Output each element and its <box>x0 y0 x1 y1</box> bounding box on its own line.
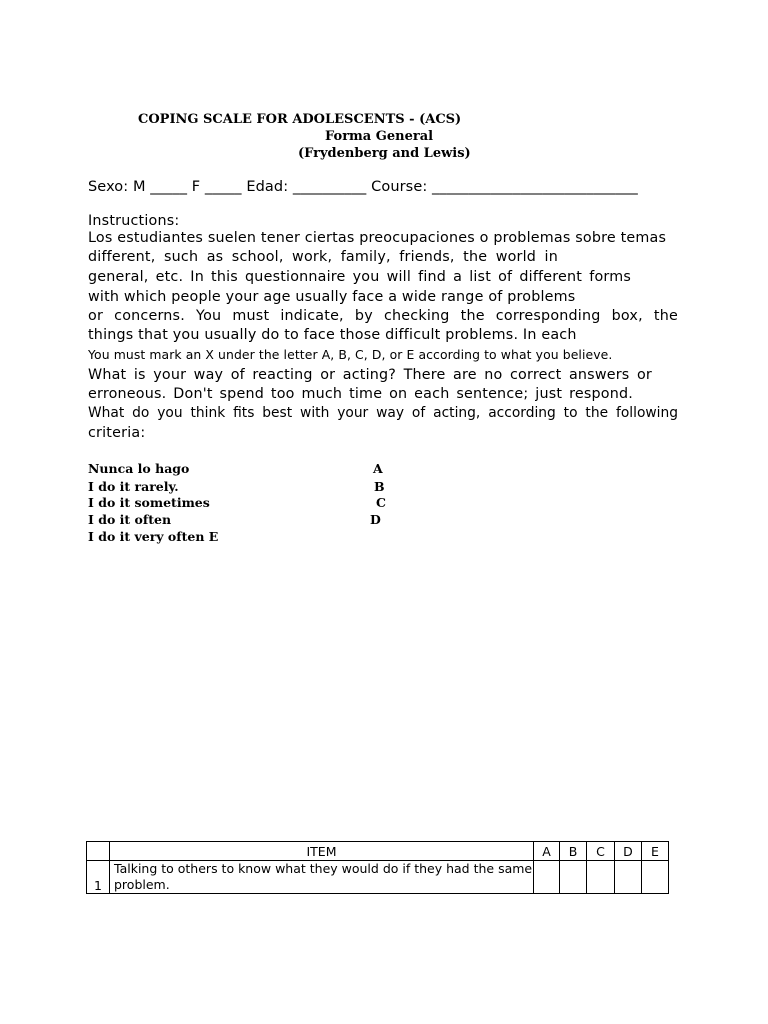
column-header-b: B <box>560 842 587 861</box>
item-header: ITEM <box>110 842 534 861</box>
answer-cell-d[interactable] <box>615 861 642 894</box>
instructions-line-1: Los estudiantes suelen tener ciertas preocupaciones o problemas sobre temas <box>88 230 667 246</box>
criteria-label-d: I do it often <box>88 512 172 527</box>
column-header-a: A <box>534 842 560 861</box>
criteria-letter-d: D <box>370 512 381 527</box>
document-subtitle: Forma General <box>325 129 434 144</box>
instructions-line-2: different, such as school, work, family, friends, the world in <box>88 249 558 265</box>
instructions-line-9: erroneous. Don't spend too much time on each sentence; just respond. <box>88 386 633 402</box>
document-authors: (Frydenberg and Lewis) <box>298 146 471 161</box>
instructions-line-10: What do you think fits best with your way of acting, according to the following <box>88 405 678 421</box>
table-row <box>87 861 669 894</box>
criteria-letter-c: C <box>376 495 386 510</box>
instructions-line-4: with which people your age usually face a wide range of problems <box>88 289 576 305</box>
respondent-fields: Sexo: M _____ F _____ Edad: __________ Course: ____________________________ <box>88 179 638 195</box>
instructions-line-11: criteria: <box>88 425 146 441</box>
instructions-line-6: things that you usually do to face those difficult problems. In each <box>88 327 577 343</box>
answer-cell-b[interactable] <box>560 861 587 894</box>
instructions-line-3: general, etc. In this questionnaire you will find a list of different forms <box>88 269 631 285</box>
answer-cell-c[interactable] <box>587 861 615 894</box>
criteria-letter-b: B <box>374 479 385 494</box>
instructions-line-8: What is your way of reacting or acting? There are no correct answers or <box>88 367 652 383</box>
column-header-c: C <box>587 842 615 861</box>
document-title: COPING SCALE FOR ADOLESCENTS - (ACS) <box>138 112 462 127</box>
criteria-label-e: I do it very often E <box>88 529 219 544</box>
criteria-letter-a: A <box>373 461 383 476</box>
criteria-label-c: I do it sometimes <box>88 495 210 510</box>
number-header <box>87 842 110 861</box>
column-header-e: E <box>642 842 669 861</box>
criteria-label-b: I do it rarely. <box>88 479 179 494</box>
instructions-heading: Instructions: <box>88 213 180 229</box>
answer-cell-e[interactable] <box>642 861 669 894</box>
instructions-line-5: or concerns. You must indicate, by checking the corresponding box, the <box>88 308 678 324</box>
item-number: 1 <box>87 861 110 894</box>
criteria-label-a: Nunca lo hago <box>88 461 190 476</box>
item-text: Talking to others to know what they would do if they had the same problem. <box>110 861 534 894</box>
items-table <box>86 841 669 894</box>
answer-cell-a[interactable] <box>534 861 560 894</box>
column-header-d: D <box>615 842 642 861</box>
instructions-line-7: You must mark an X under the letter A, B, C, D, or E according to what you believe. <box>88 347 613 362</box>
table-header-row <box>87 842 669 861</box>
